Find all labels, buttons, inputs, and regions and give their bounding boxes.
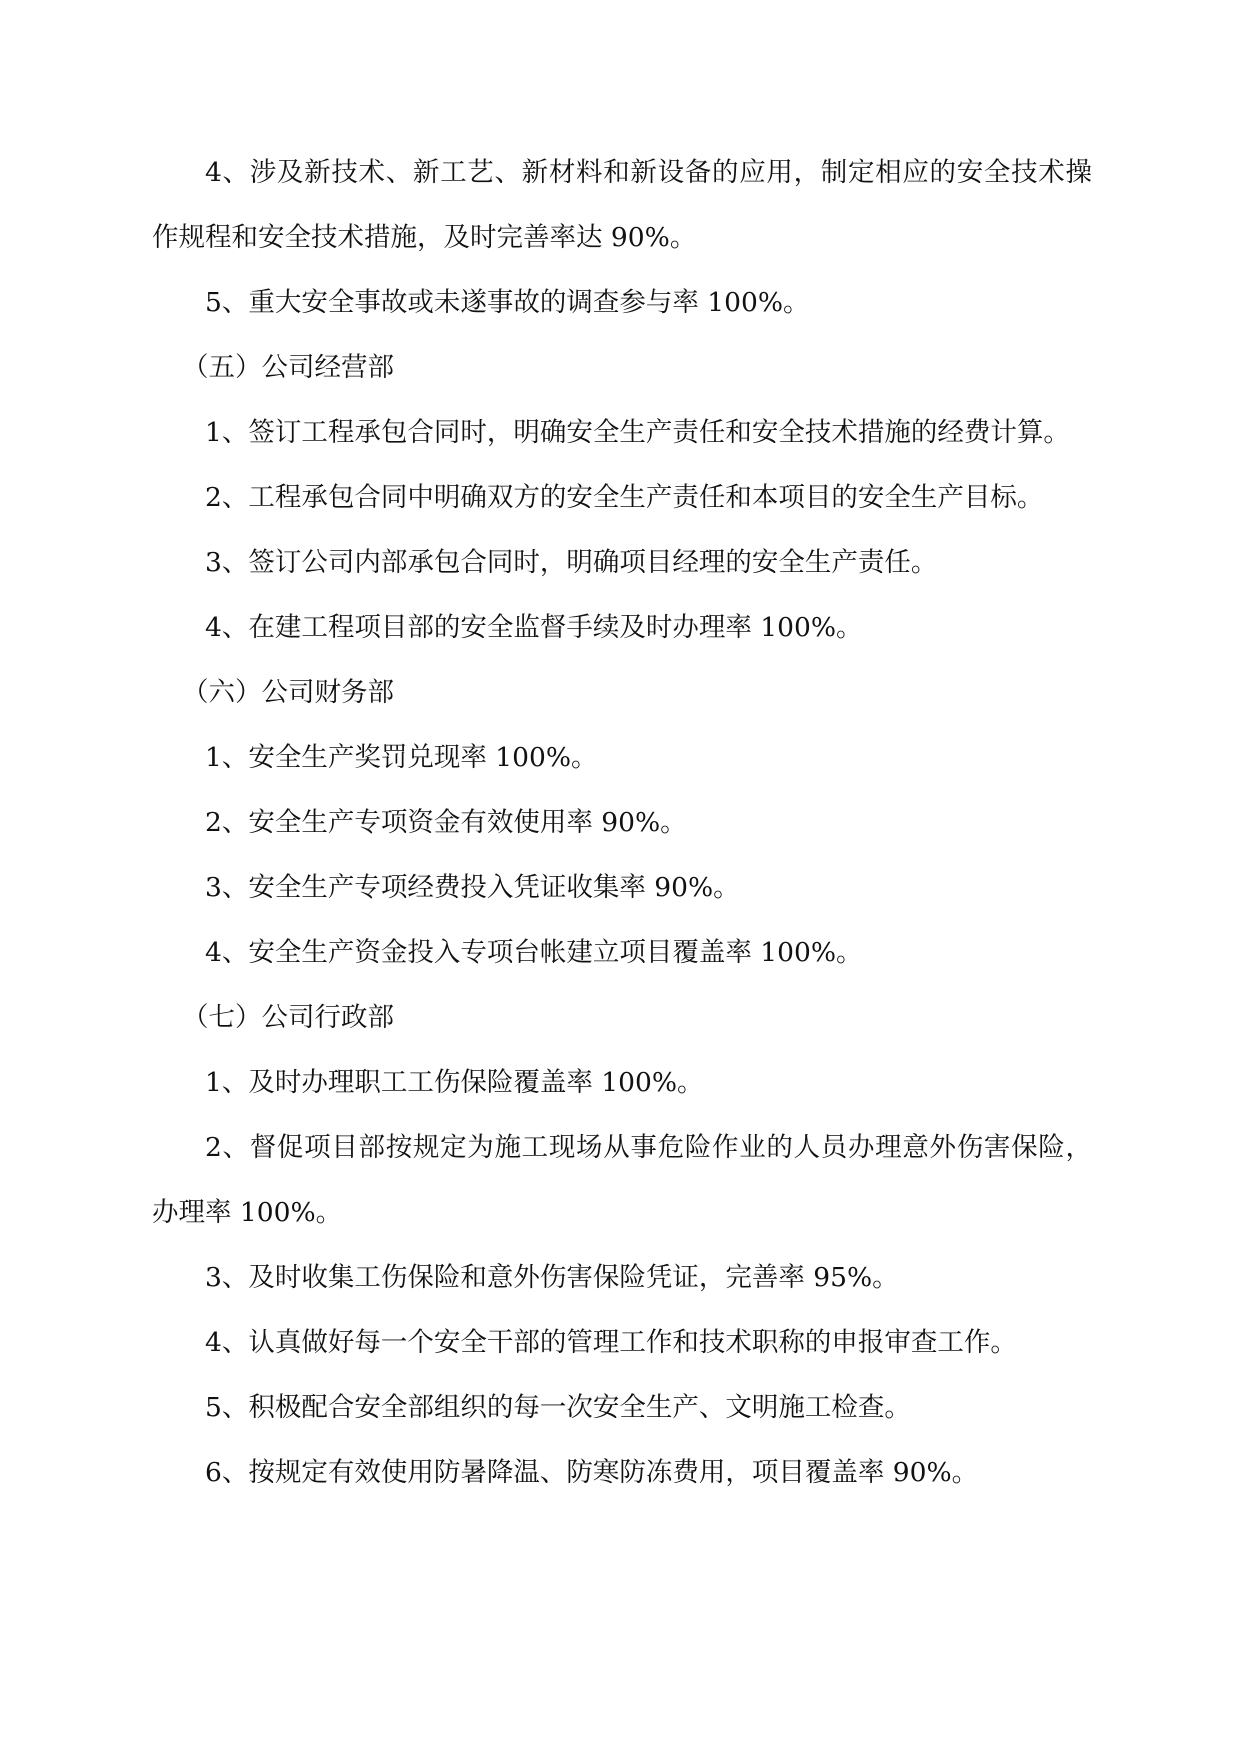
document-body	[152, 140, 1092, 1505]
paragraph-item-1-contract-signing: 1、签订工程承包合同时，明确安全生产责任和安全技术措施的经费计算。	[205, 417, 1070, 448]
paragraph-item-2-contract-responsibility: 2、工程承包合同中明确双方的安全生产责任和本项目的安全生产目标。	[205, 482, 1044, 513]
paragraph-item-1-rewards: 1、安全生产奖罚兑现率 100%。	[205, 742, 598, 773]
paragraph-item-5-accident-investigation: 5、重大安全事故或未遂事故的调查参与率 100%。	[205, 287, 810, 318]
section-heading-finance: （六）公司财务部	[182, 677, 394, 708]
paragraph-item-4-staff-management: 4、认真做好每一个安全干部的管理工作和技术职称的申报审查工作。	[205, 1327, 1017, 1358]
paragraph-item-1-injury-insurance: 1、及时办理职工工伤保险覆盖率 100%。	[205, 1067, 704, 1098]
paragraph-item-2-accident-insurance: 2、督促项目部按规定为施工现场从事危险作业的人员办理意外伤害保险，办理率 100%。	[152, 1132, 1092, 1228]
paragraph-item-4-ledger: 4、安全生产资金投入专项台帐建立项目覆盖率 100%。	[205, 937, 863, 968]
paragraph-item-4-supervision-procedures: 4、在建工程项目部的安全监督手续及时办理率 100%。	[205, 612, 863, 643]
paragraph-item-3-internal-contract: 3、签订公司内部承包合同时，明确项目经理的安全生产责任。	[205, 547, 938, 578]
paragraph-item-6-seasonal-costs: 6、按规定有效使用防暑降温、防寒防冻费用，项目覆盖率 90%。	[205, 1457, 979, 1488]
paragraph-item-5-inspection: 5、积极配合安全部组织的每一次安全生产、文明施工检查。	[205, 1392, 911, 1423]
section-heading-administration: （七）公司行政部	[182, 1002, 394, 1033]
paragraph-item-3-insurance-vouchers: 3、及时收集工伤保险和意外伤害保险凭证，完善率 95%。	[205, 1262, 899, 1293]
paragraph-item-4-new-tech: 4、涉及新技术、新工艺、新材料和新设备的应用，制定相应的安全技术操作规程和安全技术措施，及时完善率达 90%。	[152, 157, 1092, 253]
paragraph-item-2-special-funds: 2、安全生产专项资金有效使用率 90%。	[205, 807, 687, 838]
paragraph-item-3-voucher-collection: 3、安全生产专项经费投入凭证收集率 90%。	[205, 872, 740, 903]
section-heading-operations: （五）公司经营部	[182, 352, 394, 383]
